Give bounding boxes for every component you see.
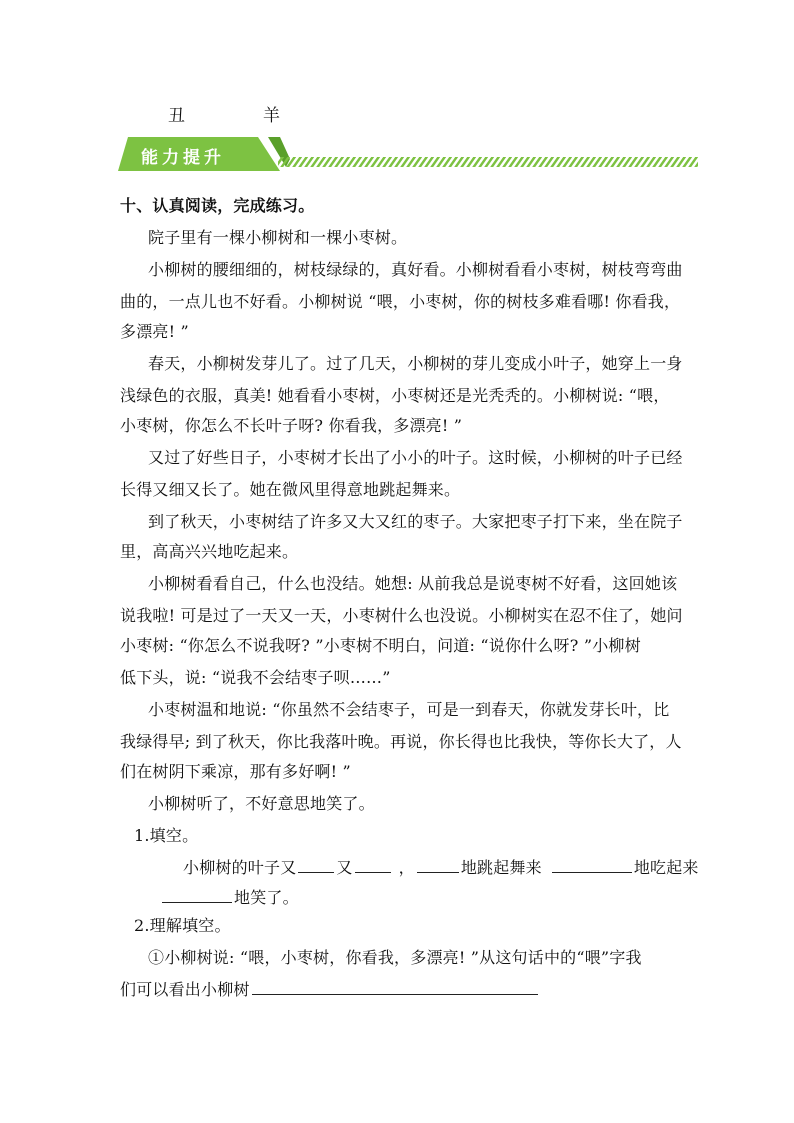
answer-blank-6[interactable] bbox=[252, 978, 538, 995]
word-yang: 羊 bbox=[263, 106, 280, 126]
passage-line: 里，高高兴兴地吃起来。 bbox=[120, 542, 299, 561]
passage-line: 院子里有一棵小柳树和一棵小枣树。 bbox=[148, 228, 408, 247]
q1-text-2: 又 bbox=[336, 858, 353, 877]
banner-label: 能力提升 bbox=[141, 148, 225, 168]
passage-line: 浅绿色的衣服，真美! 她看看小枣树，小枣树还是光秃秃的。小柳树说: “喂， bbox=[120, 386, 670, 405]
question-1-line1 bbox=[183, 856, 699, 878]
passage-line: 小柳树的腰细细的，树枝绿绿的，真好看。小柳树看看小枣树，树枝弯弯曲 bbox=[148, 260, 683, 279]
q1-text-1: 小柳树的叶子又 bbox=[183, 858, 297, 877]
passage-line: 曲的，一点儿也不好看。小柳树说 “喂，小枣树，你的树枝多难看哪! 你看我， bbox=[120, 292, 681, 311]
passage-line: 说我啦! 可是过了一天又一天，小枣树什么也没说。小柳树实在忍不住了，她问 bbox=[120, 606, 683, 625]
passage-line: 低下头，说: “说我不会结枣子呗……” bbox=[120, 668, 391, 687]
answer-blank-5[interactable] bbox=[162, 886, 232, 903]
passage-line: 多漂亮! ” bbox=[120, 322, 189, 341]
q1-text-6: 地笑了。 bbox=[234, 888, 299, 907]
q1-text-3: ， bbox=[398, 858, 415, 877]
question-2-line2 bbox=[120, 978, 680, 1000]
question-2-line1: ①小柳树说: “喂，小枣树，你看我，多漂亮! ”从这句话中的“喂”字我 bbox=[148, 948, 642, 967]
passage-line: 小枣树，你怎么不长叶子呀? 你看我，多漂亮! ” bbox=[120, 416, 463, 435]
answer-blank-3[interactable] bbox=[417, 856, 459, 873]
passage-line: 们在树阴下乘凉，那有多好啊! ” bbox=[120, 762, 351, 781]
question-2-label: 2.理解填空。 bbox=[134, 916, 231, 935]
answer-blank-4[interactable] bbox=[552, 856, 632, 873]
passage-line: 到了秋天，小枣树结了许多又大又红的枣子。大家把枣子打下来，坐在院子 bbox=[148, 512, 683, 531]
passage-line: 又过了好些日子，小枣树才长出了小小的叶子。这时候，小柳树的叶子已经 bbox=[148, 448, 683, 467]
q1-text-5: 地吃起来 bbox=[633, 858, 699, 877]
q2-text: 们可以看出小柳树 bbox=[120, 980, 250, 999]
passage-line: 我绿得早; 到了秋天，你比我落叶晚。再说，你长得也比我快，等你长大了，人 bbox=[120, 732, 682, 751]
question-1-label: 1.填空。 bbox=[134, 826, 199, 845]
word-chou: 丑 bbox=[168, 106, 185, 126]
passage-line: 小枣树: “你怎么不说我呀? ”小枣树不明白，问道: “说你什么呀? ”小柳树 bbox=[120, 636, 641, 655]
passage-line: 小枣树温和地说: “你虽然不会结枣子，可是一到春天，你就发芽长叶，比 bbox=[148, 700, 670, 719]
passage-line: 小柳树听了，不好意思地笑了。 bbox=[148, 794, 375, 813]
passage-line: 长得又细又长了。她在微风里得意地跳起舞来。 bbox=[120, 480, 461, 499]
passage-line: 小柳树看看自己，什么也没结。她想: 从前我总是说枣树不好看，这回她该 bbox=[148, 574, 678, 593]
passage-line: 春天，小柳树发芽儿了。过了几天，小柳树的芽儿变成小叶子，她穿上一身 bbox=[148, 354, 683, 373]
answer-blank-2[interactable] bbox=[355, 856, 391, 873]
answer-blank-1[interactable] bbox=[298, 856, 334, 873]
q1-text-4: 地跳起舞来 bbox=[460, 858, 542, 877]
section-title: 十、认真阅读，完成练习。 bbox=[120, 196, 315, 215]
question-1-line2 bbox=[160, 886, 720, 908]
banner-hatch-strip bbox=[278, 157, 698, 167]
